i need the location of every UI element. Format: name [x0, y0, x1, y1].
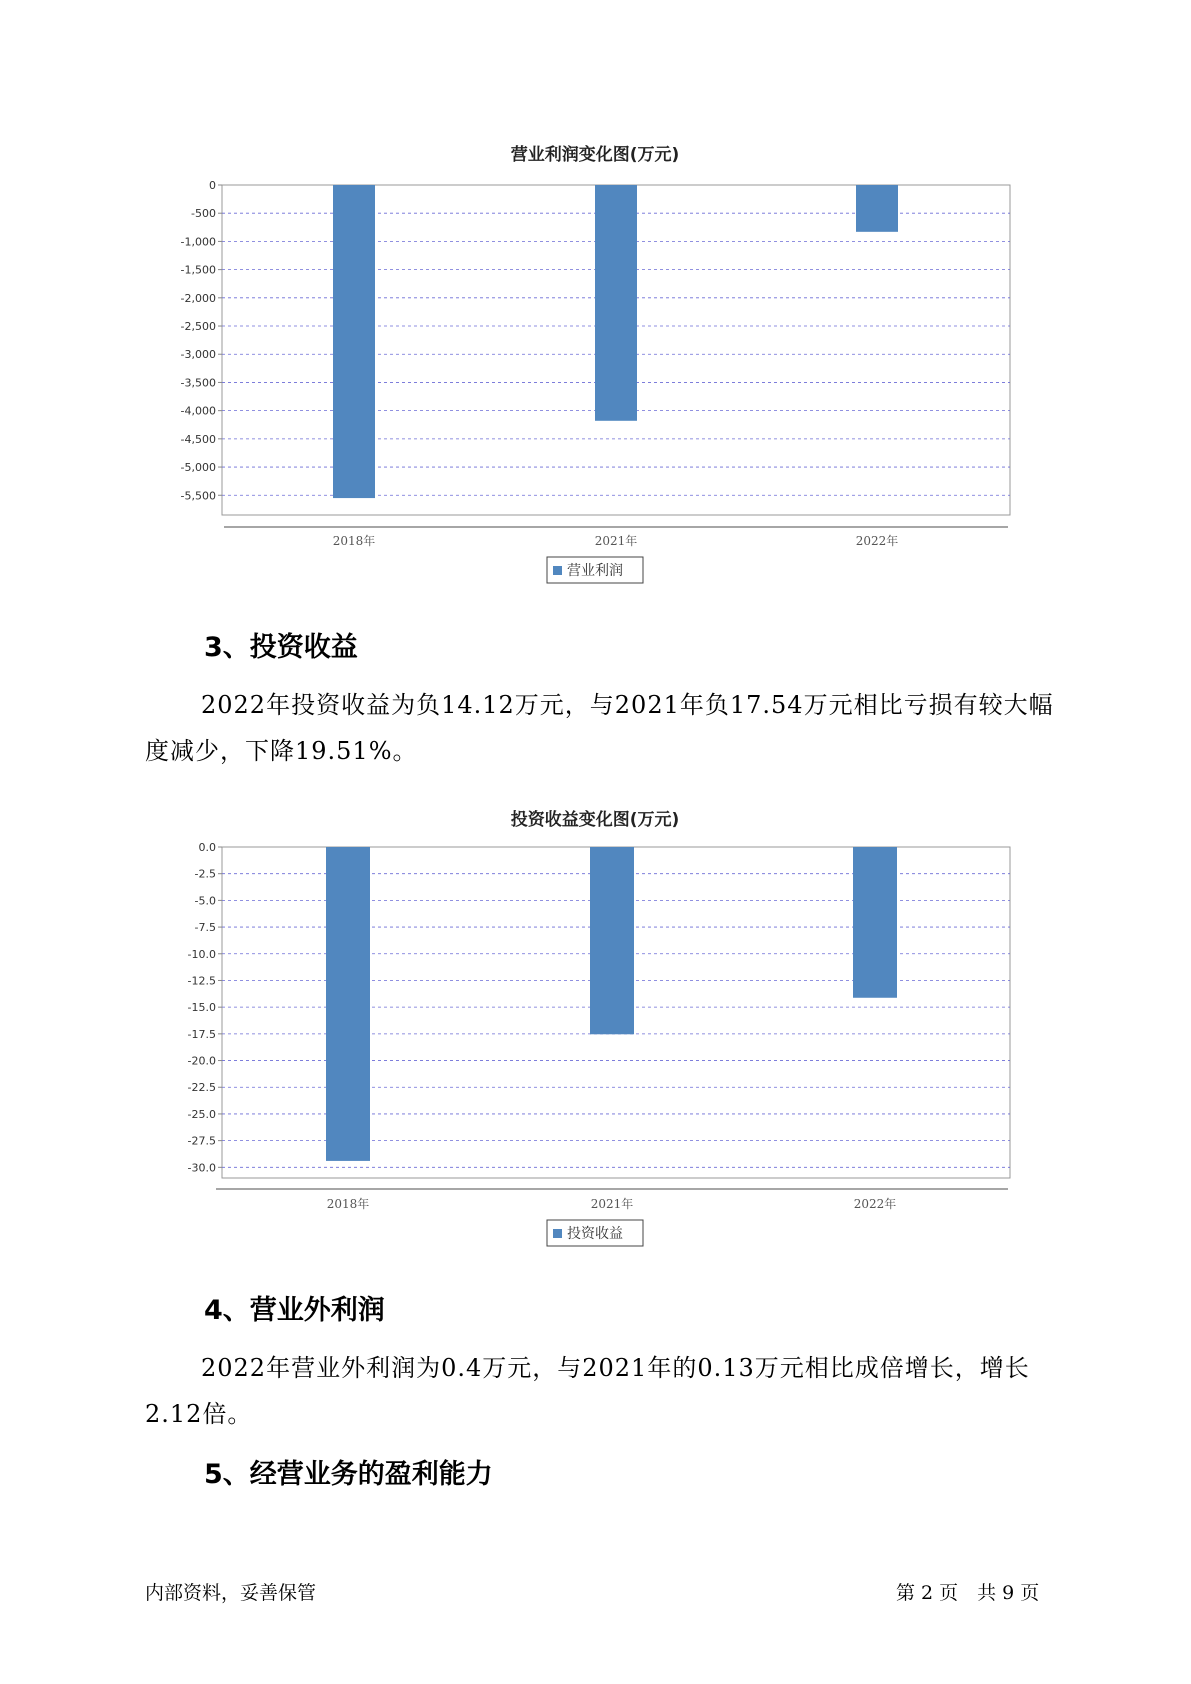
y-tick-label: -10.0 — [187, 947, 216, 961]
x-tick-label: 2018年 — [326, 1197, 370, 1211]
y-tick-label: 0.0 — [198, 841, 216, 854]
y-tick-label: -2.5 — [194, 867, 216, 881]
section-heading-profitability: 5、经营业务的盈利能力 — [204, 1459, 493, 1490]
bar-2018年 — [333, 185, 375, 498]
page-prefix: 第 — [896, 1582, 916, 1604]
y-tick-label: -1,000 — [180, 235, 216, 249]
investment-income-chart-svg — [0, 800, 1191, 1260]
page-suffix: 页 — [1020, 1582, 1040, 1604]
y-tick-label: -2,000 — [180, 291, 216, 305]
y-tick-label: -17.5 — [187, 1027, 216, 1041]
chart-title: 营业利润变化图(万元) — [510, 145, 680, 165]
y-tick-label: -5,000 — [180, 461, 216, 475]
chart-title: 投资收益变化图(万元) — [510, 810, 680, 830]
y-tick-label: -5.0 — [194, 894, 216, 908]
page-current: 2 — [921, 1582, 934, 1604]
y-tick-label: 0 — [209, 179, 216, 192]
y-tick-label: -15.0 — [187, 1001, 216, 1015]
bar-2022年 — [853, 847, 897, 998]
y-tick-label: -20.0 — [187, 1054, 216, 1068]
legend-swatch — [553, 566, 562, 575]
y-tick-label: -3,000 — [180, 348, 216, 362]
y-tick-label: -27.5 — [187, 1134, 216, 1148]
y-tick-label: -25.0 — [187, 1107, 216, 1121]
page-mid: 页 共 — [939, 1582, 997, 1604]
investment-income-chart — [0, 800, 1191, 1260]
x-tick-label: 2021年 — [594, 534, 638, 548]
legend-label: 投资收益 — [567, 1226, 623, 1242]
y-tick-label: -500 — [191, 207, 216, 221]
y-tick-label: -30.0 — [187, 1161, 216, 1175]
section-heading-investment: 3、投资收益 — [204, 632, 358, 663]
bar-2021年 — [590, 847, 634, 1034]
x-tick-label: 2021年 — [590, 1197, 634, 1211]
y-tick-label: -3,500 — [180, 376, 216, 390]
page-total: 9 — [1002, 1582, 1015, 1604]
y-tick-label: -4,500 — [180, 432, 216, 446]
x-tick-label: 2022年 — [855, 534, 899, 548]
legend-label: 营业利润 — [567, 563, 623, 579]
section-heading-non-operating: 4、营业外利润 — [204, 1295, 385, 1326]
operating-profit-chart — [0, 135, 1191, 595]
bar-2022年 — [856, 185, 898, 232]
y-tick-label: -1,500 — [180, 263, 216, 277]
bar-2018年 — [326, 847, 370, 1161]
non-operating-paragraph: 2022年营业外利润为0.4万元，与2021年的0.13万元相比成倍增长，增长2.12倍。 — [145, 1354, 1030, 1428]
y-tick-label: -5,500 — [180, 489, 216, 503]
footer-confidential-note: 内部资料，妥善保管 — [145, 1582, 317, 1604]
y-tick-label: -4,000 — [180, 404, 216, 418]
footer-page-number — [893, 1578, 1042, 1605]
y-tick-label: -12.5 — [187, 974, 216, 988]
operating-profit-chart-svg — [0, 135, 1191, 595]
investment-paragraph: 2022年投资收益为负14.12万元，与2021年负17.54万元相比亏损有较大幅度减少，下降19.51%。 — [145, 691, 1054, 765]
x-tick-label: 2022年 — [853, 1197, 897, 1211]
x-tick-label: 2018年 — [332, 534, 376, 548]
y-tick-label: -7.5 — [194, 921, 216, 935]
y-tick-label: -22.5 — [187, 1081, 216, 1095]
y-tick-label: -2,500 — [180, 320, 216, 334]
legend-swatch — [553, 1229, 562, 1238]
bar-2021年 — [595, 185, 637, 421]
